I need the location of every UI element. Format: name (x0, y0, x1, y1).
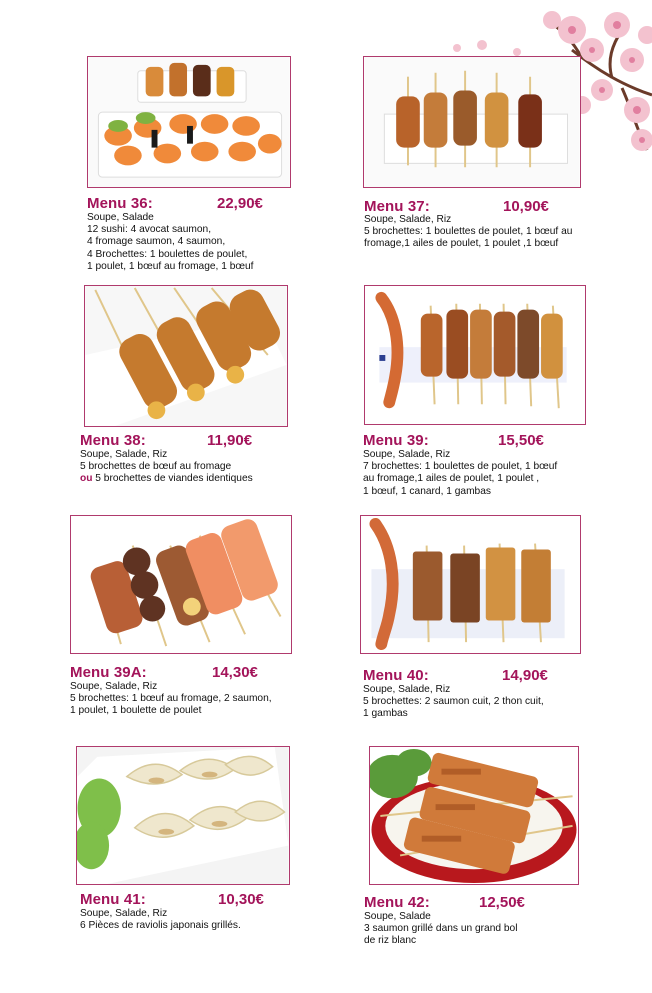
menu-description (87, 212, 254, 273)
menu-title: Menu 39A: (70, 664, 147, 681)
desc-line: Soupe, Salade, Riz (363, 449, 451, 460)
desc-line: 7 brochettes: 1 boulettes de poulet, 1 bœuf (363, 461, 558, 473)
desc-line: Soupe, Salade, Riz (363, 684, 451, 695)
desc-line: 1 poulet, 1 boulette de poulet (70, 705, 202, 717)
desc-line: 5 brochettes: 2 saumon cuit, 2 thon cuit, (363, 696, 544, 708)
desc-line: 1 bœuf, 1 canard, 1 gambas (363, 485, 491, 497)
desc-line: Soupe, Salade, Riz (364, 214, 452, 225)
desc-line: 5 brochettes de bœuf au fromage (80, 461, 232, 473)
menu-photo (364, 285, 586, 425)
menu-description (363, 684, 544, 721)
desc-line: 1 gambas (363, 708, 408, 720)
menu-price: 11,90€ (207, 432, 253, 449)
desc-line: Soupe, Salade, Riz (70, 681, 158, 692)
menu-title: Menu 37: (364, 198, 430, 215)
menu-description (364, 214, 572, 251)
menu-price: 14,30€ (212, 664, 258, 681)
menu-title: Menu 39: (363, 432, 429, 449)
desc-line: 1 poulet, 1 bœuf au fromage, 1 bœuf (87, 260, 254, 272)
menu-title: Menu 41: (80, 891, 146, 908)
menu-title: Menu 36: (87, 195, 153, 212)
menu-price: 10,90€ (503, 198, 549, 215)
desc-line: 5 brochettes: 1 boulettes de poulet, 1 bœuf au (364, 226, 573, 238)
alternative-text: 5 brochettes de viandes identiques (92, 473, 253, 485)
menu-title: Menu 40: (363, 667, 429, 684)
desc-line: Soupe, Salade (87, 212, 154, 223)
menu-description (70, 681, 272, 718)
menu-description (80, 449, 253, 486)
desc-line: 4 fromage saumon, 4 saumon, (87, 236, 226, 248)
menu-price: 15,50€ (498, 432, 544, 449)
desc-line: 4 Brochettes: 1 boulettes de poulet, (87, 248, 248, 260)
menu-price: 22,90€ (217, 195, 263, 212)
desc-line: 3 saumon grillé dans un grand bol (364, 923, 518, 935)
menu-photo (76, 746, 290, 885)
menu-price: 10,30€ (218, 891, 264, 908)
desc-line: fromage,1 ailes de poulet, 1 poulet ,1 bœuf (364, 238, 559, 250)
menu-price: 14,90€ (502, 667, 548, 684)
desc-line: de riz blanc (364, 935, 417, 947)
menu-photo (84, 285, 288, 427)
menu-description (363, 449, 557, 498)
desc-line: 6 Pièces de raviolis japonais grillés. (80, 920, 241, 932)
menu-title: Menu 38: (80, 432, 146, 449)
desc-line: au fromage,1 ailes de poulet, 1 poulet , (363, 473, 540, 485)
desc-line: 5 brochettes: 1 bœuf au fromage, 2 saumon, (70, 693, 272, 705)
menu-photo (363, 56, 581, 188)
menu-description (364, 911, 517, 948)
alternative-prefix: ou (80, 473, 93, 485)
menu-photo (70, 515, 292, 654)
desc-line: Soupe, Salade, Riz (80, 449, 168, 460)
desc-line: Soupe, Salade (364, 911, 431, 922)
menu-photo (87, 56, 291, 188)
desc-line: 12 sushi: 4 avocat saumon, (87, 224, 212, 236)
menu-photo (360, 515, 581, 654)
menu-photo (369, 746, 579, 885)
desc-line-alternative (80, 473, 253, 485)
menu-title: Menu 42: (364, 894, 430, 911)
menu-description (80, 908, 241, 932)
desc-line: Soupe, Salade, Riz (80, 908, 168, 919)
menu-price: 12,50€ (479, 894, 525, 911)
